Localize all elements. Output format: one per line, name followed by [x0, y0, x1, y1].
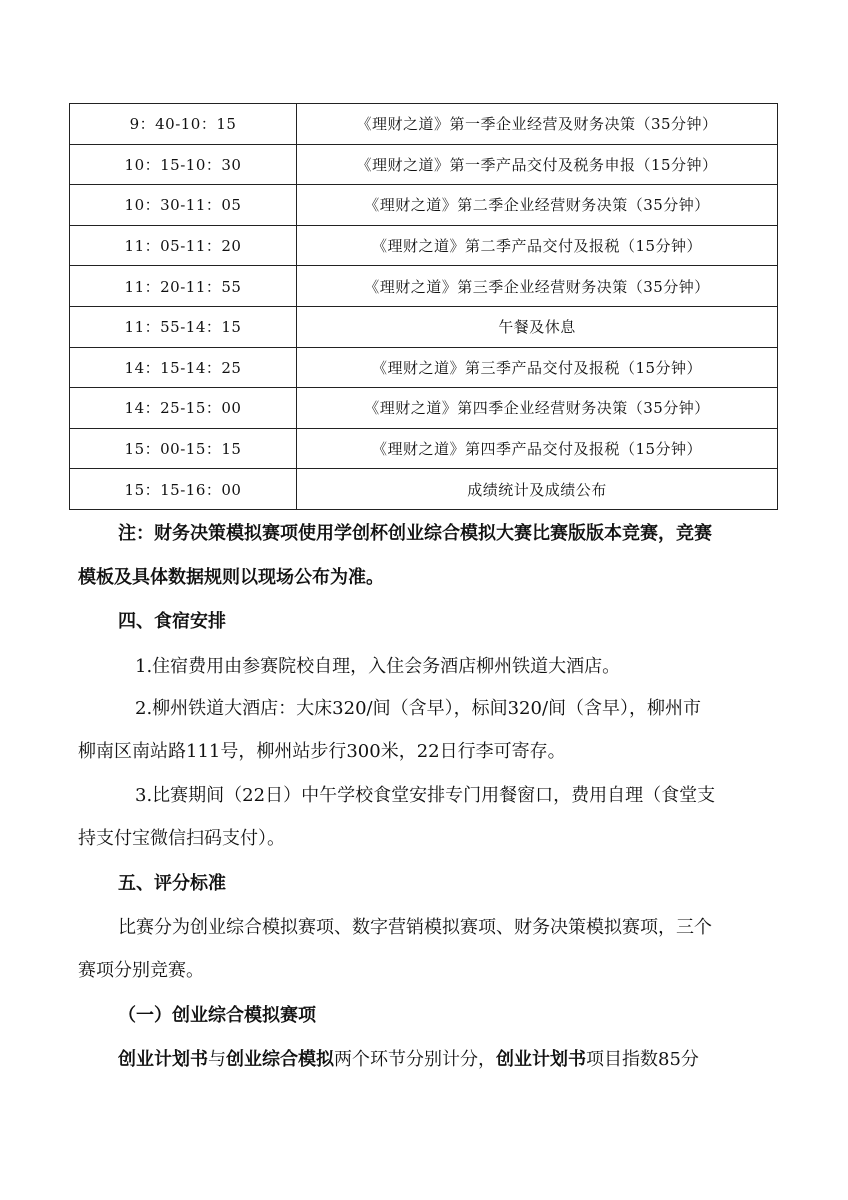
table-row	[70, 225, 778, 266]
table-row	[70, 185, 778, 226]
time-cell: 14：15-14：25	[70, 347, 297, 388]
table-row	[70, 469, 778, 510]
score-text: 项目指数85分	[586, 1049, 699, 1070]
business-plan-term: 创业计划书	[118, 1049, 208, 1070]
activity-cell: 午餐及休息	[297, 306, 778, 347]
section4-item2-line1: 2.柳州铁道大酒店：大床320/间（含早），标间320/间（含早），柳州市	[135, 698, 702, 719]
activity-cell: 《理财之道》第二季产品交付及报税（15分钟）	[297, 225, 778, 266]
business-plan-term-2: 创业计划书	[496, 1049, 586, 1070]
activity-cell: 《理财之道》第一季企业经营及财务决策（35分钟）	[297, 104, 778, 145]
section5-heading: 五、评分标准	[118, 873, 226, 894]
time-cell: 11：20-11：55	[70, 266, 297, 307]
section4-item2-line2: 柳南区南站路111号，柳州站步行300米，22日行李可寄存。	[78, 741, 566, 762]
table-row	[70, 347, 778, 388]
time-cell: 11：05-11：20	[70, 225, 297, 266]
table-row	[70, 144, 778, 185]
section4-heading: 四、食宿安排	[118, 611, 226, 632]
table-row	[70, 306, 778, 347]
time-cell: 10：30-11：05	[70, 185, 297, 226]
simulation-term: 创业综合模拟	[226, 1049, 334, 1070]
activity-cell: 《理财之道》第一季产品交付及税务申报（15分钟）	[297, 144, 778, 185]
activity-cell: 《理财之道》第四季企业经营财务决策（35分钟）	[297, 388, 778, 429]
table-row	[70, 388, 778, 429]
section5-para-line1: 比赛分为创业综合模拟赛项、数字营销模拟赛项、财务决策模拟赛项，三个	[118, 917, 712, 938]
section5-subheading: （一）创业综合模拟赛项	[118, 1005, 316, 1026]
activity-cell: 《理财之道》第二季企业经营财务决策（35分钟）	[297, 185, 778, 226]
section5-para-line2: 赛项分别竞赛。	[78, 960, 204, 981]
table-row	[70, 266, 778, 307]
scoring-text: 两个环节分别计分，	[334, 1049, 496, 1070]
section4-item1: 1.住宿费用由参赛院校自理，入住会务酒店柳州铁道大酒店。	[135, 656, 621, 677]
activity-cell: 成绩统计及成绩公布	[297, 469, 778, 510]
activity-cell: 《理财之道》第三季产品交付及报税（15分钟）	[297, 347, 778, 388]
section4-item3-line2: 持支付宝微信扫码支付）。	[78, 828, 285, 849]
activity-cell: 《理财之道》第三季企业经营财务决策（35分钟）	[297, 266, 778, 307]
time-cell: 9：40-10：15	[70, 104, 297, 145]
table-row	[70, 428, 778, 469]
time-cell: 15：00-15：15	[70, 428, 297, 469]
schedule-table-body	[70, 104, 778, 510]
note-line-1: 注：财务决策模拟赛项使用学创杯创业综合模拟大赛比赛版版本竞赛，竞赛	[118, 523, 712, 544]
activity-cell: 《理财之道》第四季产品交付及报税（15分钟）	[297, 428, 778, 469]
time-cell: 14：25-15：00	[70, 388, 297, 429]
schedule-table	[69, 103, 778, 510]
note-line-2: 模板及具体数据规则以现场公布为准。	[78, 567, 384, 588]
time-cell: 11：55-14：15	[70, 306, 297, 347]
table-row	[70, 104, 778, 145]
section4-item3-line1: 3.比赛期间（22日）中午学校食堂安排专门用餐窗口，费用自理（食堂支	[135, 785, 716, 806]
time-cell: 15：15-16：00	[70, 469, 297, 510]
connector-text: 与	[208, 1049, 226, 1070]
time-cell: 10：15-10：30	[70, 144, 297, 185]
section5-scoring-line	[118, 1047, 848, 1073]
